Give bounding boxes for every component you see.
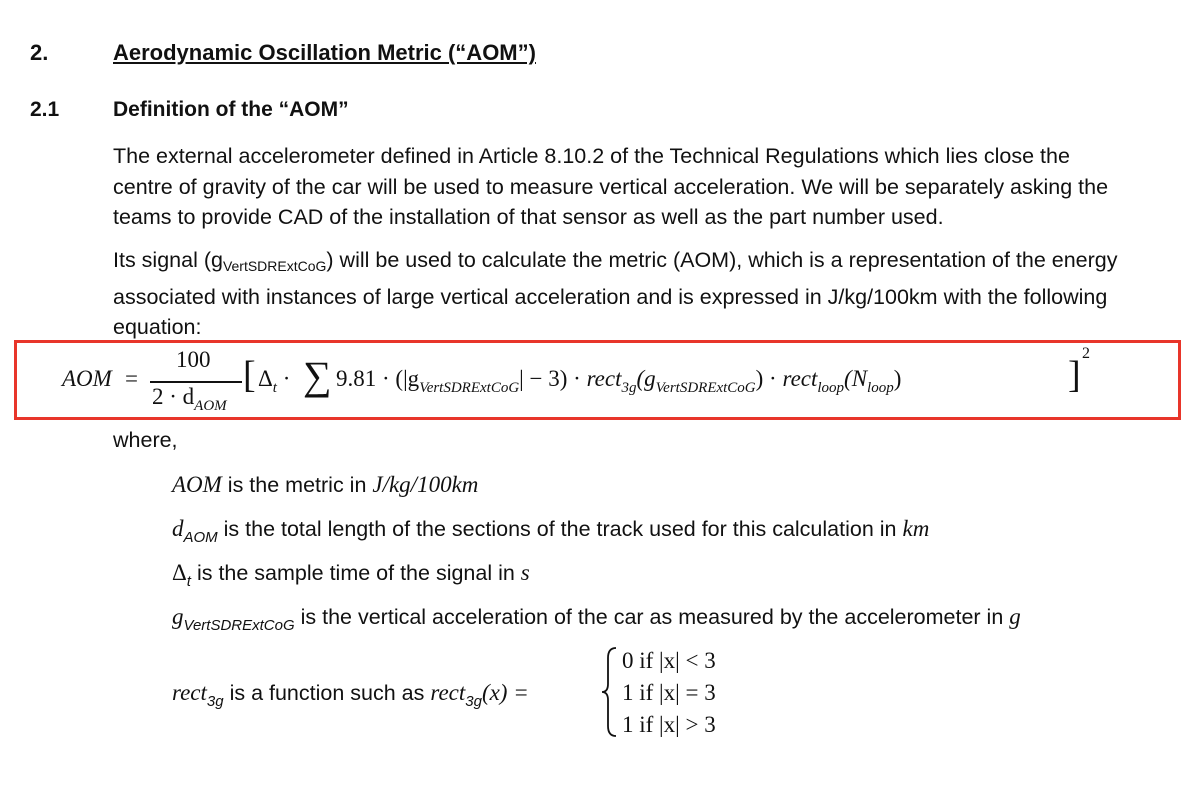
paragraph-signal-prefix: Its signal (g [113, 248, 223, 272]
definition-daom [172, 516, 929, 546]
def-daom-subscript: AOM [183, 529, 218, 546]
def-aom-symbol: AOM [172, 472, 222, 497]
def-rect-fn-subscript: 3g [465, 693, 482, 710]
piecewise-brace [600, 646, 620, 738]
def-delta-unit: s [520, 560, 530, 585]
subsection-number: 2.1 [30, 98, 60, 121]
section-number: 2. [30, 40, 49, 65]
def-g-text: is the vertical acceleration of the car as measured by the accelerometer in [294, 605, 1010, 629]
def-aom-unit: J/kg/100km [372, 472, 479, 497]
def-delta-symbol: Δ [172, 560, 187, 585]
rect-3g-subscript: 3g [621, 380, 637, 396]
delta-dot: · [282, 366, 291, 391]
paragraph-signal [113, 245, 1133, 343]
rect-arg-open: (g [636, 366, 656, 391]
def-g-subscript: VertSDRExtCoG [183, 617, 295, 634]
equation-lhs: AOM [62, 366, 112, 391]
definition-rect [172, 680, 529, 710]
fraction-bar [150, 381, 242, 383]
rect-3g: rect [586, 366, 622, 391]
loop-arg-subscript: loop [867, 380, 894, 396]
denominator-subscript: AOM [194, 398, 227, 414]
def-rect-symbol: rect [172, 680, 207, 705]
def-rect-fn: rect [430, 680, 466, 705]
rect-loop-subscript: loop [817, 380, 845, 396]
sum-symbol: ∑ [303, 353, 332, 398]
case-row-2: 1 if |x| = 3 [622, 680, 716, 705]
equation-constant: 9.81 · (|g [336, 366, 420, 391]
def-daom-text: is the total length of the sections of the track used for this calculation in [217, 517, 903, 541]
paragraph-accelerometer: The external accelerometer defined in Article 8.10.2 of the Technical Regulations which lies close the centre of gravity of the car will be used to measure vertical acceleration. We will be separately asking the teams to provide CAD of the installation of that sensor as well as the part number used. [113, 144, 1109, 229]
equation-equals: = [125, 366, 138, 391]
def-delta-subscript: t [186, 573, 191, 590]
def-daom-unit: km [902, 516, 930, 541]
g-subscript: VertSDRExtCoG [419, 380, 520, 396]
definition-g [172, 604, 1021, 634]
equation-denominator [152, 384, 227, 415]
loop-arg-close: ) [893, 366, 902, 391]
case-row-1: 0 if |x| < 3 [622, 648, 716, 673]
equation-delta [258, 366, 290, 397]
def-daom-symbol: d [172, 516, 184, 541]
paragraph-signal-suffix: ) will be used to calculate the metric (AOM), which is a representation of the energy associated with instances of large vertical acceleration and is expressed in J/kg/100km with the following equation: [113, 248, 1118, 339]
rect-loop: rect [782, 366, 818, 391]
def-g-symbol: g [172, 604, 184, 629]
denominator-prefix: 2 · d [152, 384, 195, 409]
rect-arg-subscript: VertSDRExtCoG [655, 380, 756, 396]
equation-minus-three: | − 3) · [519, 366, 581, 391]
def-rect-fn-arg: (x) = [481, 680, 529, 705]
delta-symbol: Δ [258, 366, 273, 391]
definition-delta [172, 560, 530, 590]
loop-arg-open: (N [844, 366, 868, 391]
left-bracket: [ [243, 354, 256, 396]
def-delta-text: is the sample time of the signal in [190, 561, 521, 585]
case-row-3: 1 if |x| > 3 [622, 712, 716, 737]
def-aom-text: is the metric in [221, 473, 373, 497]
where-label: where, [113, 428, 178, 452]
delta-subscript: t [272, 380, 277, 396]
def-rect-text: is a function such as [223, 681, 431, 705]
section-title: Aerodynamic Oscillation Metric (“AOM”) [113, 40, 536, 65]
right-bracket: ] [1068, 354, 1081, 396]
equation-exponent: 2 [1082, 345, 1090, 362]
equation-body [336, 366, 901, 397]
equation-numerator: 100 [176, 347, 211, 372]
def-rect-subscript: 3g [206, 693, 224, 710]
rect-arg-close: ) · [755, 366, 777, 391]
definition-aom [172, 472, 478, 498]
def-g-unit: g [1009, 604, 1021, 629]
subsection-title: Definition of the “AOM” [113, 98, 349, 121]
paragraph-signal-subscript: VertSDRExtCoG [222, 258, 327, 274]
